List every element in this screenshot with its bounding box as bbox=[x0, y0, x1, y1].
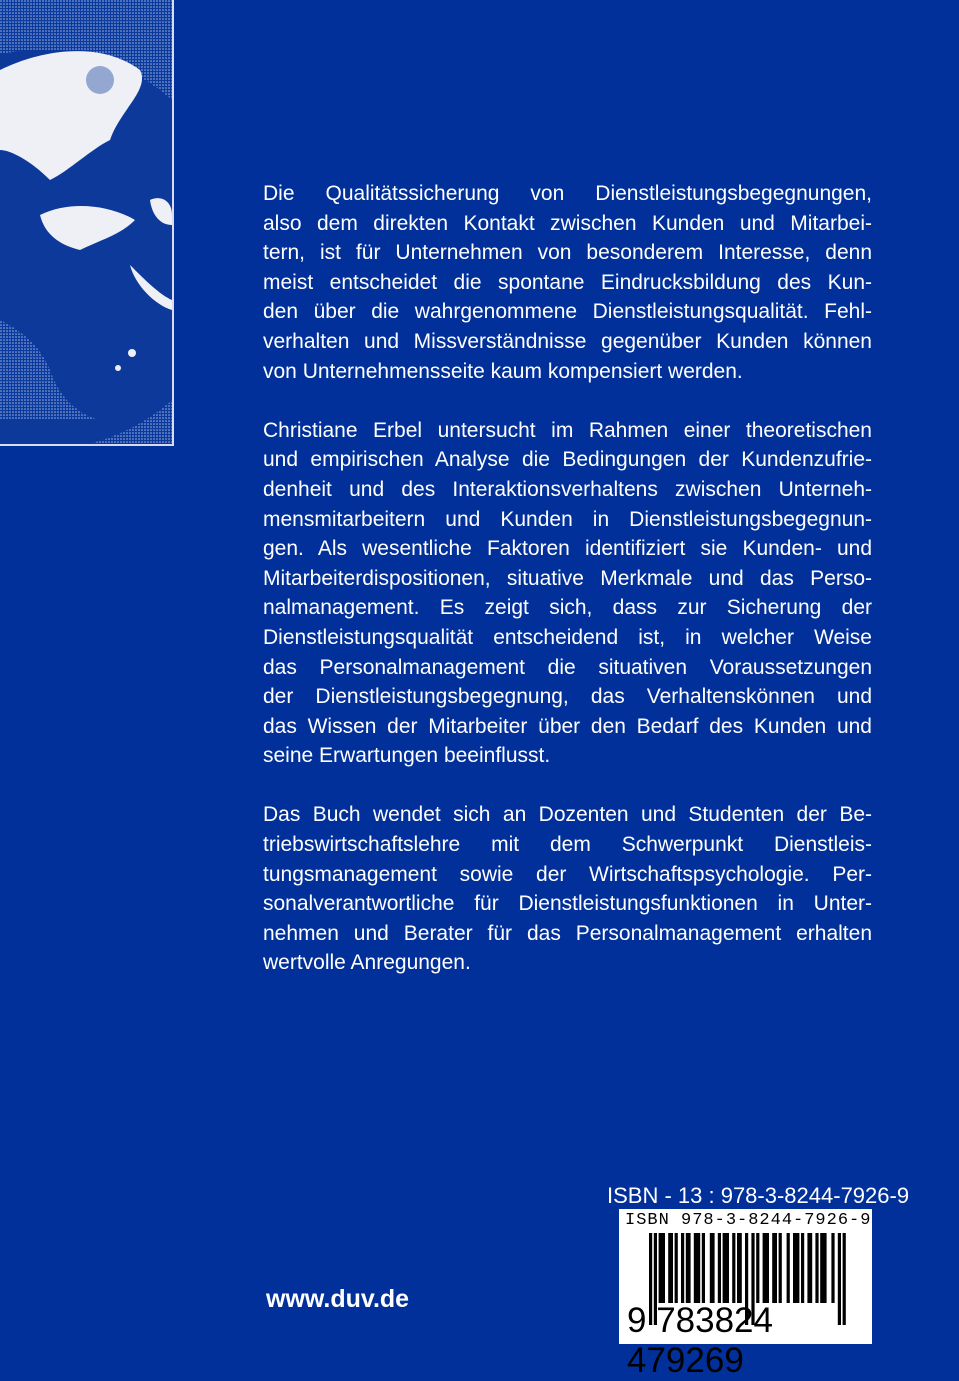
blurb-line: das Personalmanagement die situativen Voraussetzungen bbox=[263, 655, 872, 679]
barcode-bar bbox=[820, 1233, 826, 1303]
blurb-line: verhalten und Missverständnisse gegenüber Kunden können bbox=[263, 329, 872, 353]
barcode-bar bbox=[807, 1233, 812, 1303]
blurb-line: Die Qualitätssicherung von Dienstleistungsbegegnungen, bbox=[263, 182, 872, 205]
barcode-bar bbox=[779, 1233, 782, 1303]
blurb-line: von Unternehmensseite kaum kompensiert werden. bbox=[263, 359, 743, 383]
blurb-line: also dem direkten Kontakt zwischen Kunden und Mitarbei- bbox=[263, 211, 872, 235]
barcode-bar bbox=[815, 1233, 818, 1303]
barcode-bar bbox=[675, 1233, 678, 1303]
barcode-isbn-text: ISBN 978-3-8244-7926-9 bbox=[625, 1211, 872, 1230]
blurb-line: Christiane Erbel untersucht im Rahmen einer theoretischen bbox=[263, 418, 872, 442]
blurb-line: das Wissen der Mitarbeiter über den Bedarf des Kunden und bbox=[263, 714, 872, 738]
barcode-number: 9 783824 479269 bbox=[627, 1301, 773, 1380]
blurb-line: denheit und des Interaktionsverhaltens zwischen Unterneh- bbox=[263, 477, 872, 501]
blurb-line: seine Erwartungen beeinflusst. bbox=[263, 744, 551, 768]
blurb-line: sonalverantwortliche für Dienstleistungsfunktionen in Unter- bbox=[263, 892, 872, 916]
barcode-bar bbox=[710, 1233, 715, 1303]
blurb-line: und empirischen Analyse die Bedingungen der Kundenzufrie- bbox=[263, 448, 872, 472]
barcode-bar bbox=[681, 1233, 684, 1303]
barcode-bar bbox=[772, 1233, 777, 1303]
blurb-line: nalmanagement. Es zeigt sich, dass zur Sicherung der bbox=[263, 596, 872, 620]
barcode-bar bbox=[732, 1233, 735, 1303]
blurb-paragraph bbox=[263, 416, 872, 771]
blurb-line: der Dienstleistungsbegegnung, das Verhaltenskönnen und bbox=[263, 685, 872, 709]
barcode-bar bbox=[723, 1233, 729, 1303]
barcode-bar bbox=[718, 1233, 721, 1303]
barcode-bar bbox=[801, 1233, 804, 1303]
blurb-line: mensmitarbeitern und Kunden in Dienstleistungsbegegnun- bbox=[263, 507, 872, 531]
isbn-label: ISBN - 13 : 978-3-8244-7926-9 bbox=[607, 1183, 910, 1208]
barcode-bar bbox=[831, 1233, 834, 1303]
blurb-line: nehmen und Berater für das Personalmanagement erhalten bbox=[263, 921, 872, 945]
back-cover-blurb bbox=[263, 179, 872, 1008]
barcode-bar bbox=[787, 1233, 790, 1303]
blurb-line: triebswirtschaftslehre mit dem Schwerpunkt Dienstleis- bbox=[263, 833, 872, 857]
blurb-paragraph bbox=[263, 179, 872, 386]
barcode-bar bbox=[702, 1233, 705, 1303]
publisher-url[interactable]: www.duv.de bbox=[266, 1285, 410, 1313]
barcode-bar bbox=[668, 1233, 673, 1303]
blurb-line: Mitarbeiterdispositionen, situative Merkmale und das Perso- bbox=[263, 566, 872, 590]
barcode-bar bbox=[737, 1233, 742, 1303]
barcode-bar bbox=[659, 1233, 665, 1303]
globe-illustration-icon bbox=[0, 0, 174, 446]
barcode-bar bbox=[694, 1233, 700, 1303]
barcode-bar bbox=[686, 1233, 691, 1303]
blurb-line: tungsmanagement sowie der Wirtschaftspsychologie. Per- bbox=[263, 862, 872, 886]
blurb-line: meist entscheidet die spontane Eindrucksbildung des Kun- bbox=[263, 270, 872, 294]
blurb-line: tern, ist für Unternehmen von besonderem Interesse, denn bbox=[263, 241, 872, 265]
barcode-bar bbox=[756, 1233, 759, 1303]
blurb-line: Das Buch wendet sich an Dozenten und Studenten der Be- bbox=[263, 803, 872, 827]
blurb-paragraph bbox=[263, 800, 872, 978]
blurb-line: gen. Als wesentliche Faktoren identifiziert sie Kunden- und bbox=[263, 537, 872, 561]
blurb-line: den über die wahrgenommene Dienstleistungsqualität. Fehl- bbox=[263, 300, 872, 324]
barcode-bar bbox=[793, 1233, 799, 1303]
blurb-line: Dienstleistungsqualität entscheidend ist, in welcher Weise bbox=[263, 625, 872, 649]
blurb-line: wertvolle Anregungen. bbox=[263, 951, 471, 975]
isbn-barcode bbox=[619, 1209, 872, 1380]
barcode-bar bbox=[763, 1233, 769, 1303]
